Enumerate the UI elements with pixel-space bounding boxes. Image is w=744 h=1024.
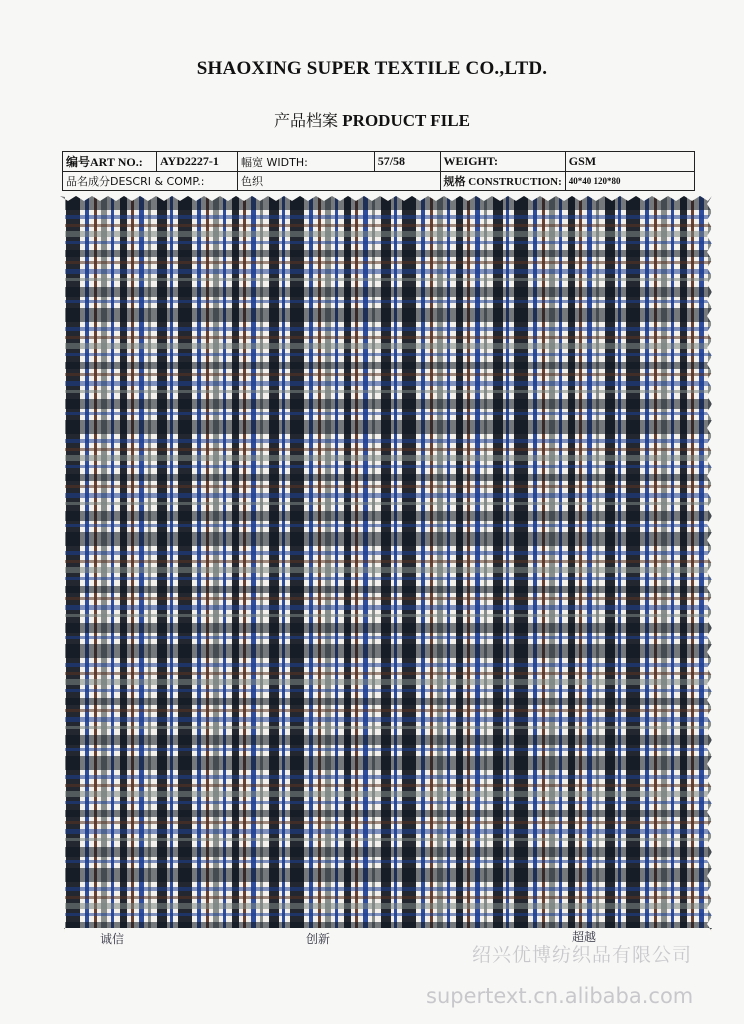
title-chinese: 产品档案 [274,111,339,130]
weft-stripe [60,821,712,824]
weft-stripe [60,300,712,303]
width-label: 幅宽 WIDTH: [238,152,375,172]
weft-stripe [60,511,712,521]
weft-stripe [60,448,712,451]
weft-stripe [60,775,712,779]
weft-stripe [60,887,712,891]
weft-stripe [60,860,712,863]
weft-stripe [60,717,712,722]
fabric-swatch [60,196,712,933]
weft-stripe [60,829,712,834]
weft-stripe [60,215,712,219]
descri-label: 品名成分DESCRI & COMP.: [63,172,238,191]
weft-stripe [60,784,712,787]
weft-stripe [60,343,712,349]
spec-row-2 [63,172,695,191]
width-value: 57/58 [374,152,440,172]
weft-stripe [60,474,712,481]
weft-stripe [60,791,712,797]
weft-stripe [60,597,712,600]
weft-stripe [60,689,712,692]
construction-label: 规格 CONSTRUCTION: [440,172,565,191]
weft-stripe [60,241,712,244]
plaid-fabric-image [60,196,712,933]
weft-stripe [60,896,712,899]
weft-stripe [60,726,712,729]
weft-stripe [60,698,712,705]
weight-value: GSM [565,152,694,172]
watermark-company: 绍兴优博纺织品有限公司 [472,944,693,966]
handwritten-note-left: 诚信 [100,932,125,946]
weft-stripe [60,373,712,376]
spec-row-1 [63,152,695,172]
weft-stripe [60,231,712,237]
weft-stripe [60,532,712,546]
weft-stripe [60,336,712,339]
weft-stripe [60,399,712,409]
weft-stripe [60,810,712,817]
weft-stripe [60,224,712,227]
weft-stripe [60,801,712,804]
art-no-value: AYD2227-1 [156,152,237,172]
weft-stripe [60,748,712,751]
weft-stripe [60,644,712,658]
art-no-label: 编号ART NO.: [63,152,157,172]
weft-stripe [60,278,712,281]
construction-value: 40*40 120*80 [565,172,694,191]
weft-stripe [60,847,712,857]
weft-stripe [60,735,712,745]
weft-stripe [60,269,712,274]
weft-stripe [60,586,712,593]
weft-stripe [60,605,712,610]
weft-stripe [60,465,712,468]
weft-stripe [60,439,712,443]
weft-stripe [60,381,712,386]
weft-stripe [60,485,712,488]
watermark-url: supertext.cn.alibaba.com [426,984,694,1008]
weft-stripe [60,412,712,415]
handwritten-note-right: 超越 [572,930,597,944]
weft-stripe [60,560,712,563]
weft-stripe [60,623,712,633]
weft-stripe [60,567,712,573]
document-title [0,108,744,131]
weft-stripe [60,455,712,461]
weft-stripe [60,390,712,393]
weft-stripe [60,679,712,685]
spec-table [62,151,695,191]
weft-stripe [60,493,712,498]
weft-stripe [60,287,712,297]
weft-stripe [60,308,712,322]
weft-stripe [60,196,712,210]
weft-stripe [60,420,712,434]
weft-stripe [60,672,712,675]
weft-stripe [60,838,712,841]
weft-stripe [60,922,712,929]
weft-stripe [60,524,712,527]
handwritten-note-middle: 创新 [306,932,331,946]
weft-stripe [60,614,712,617]
weft-stripe [60,903,712,909]
weft-stripe [60,577,712,580]
weft-stripe [60,756,712,770]
weft-stripe [60,502,712,505]
weft-stripe [60,250,712,257]
weft-stripe [60,636,712,639]
weft-stripe [60,261,712,264]
weft-stripe [60,913,712,916]
weft-stripe [60,551,712,555]
weft-stripe [60,663,712,667]
weft-stripe [60,362,712,369]
company-name: SHAOXING SUPER TEXTILE CO.,LTD. [196,58,548,79]
weft-stripe [60,709,712,712]
weft-stripe [60,353,712,356]
weft-stripe [60,868,712,882]
descri-value: 色织 [238,172,441,191]
weft-stripe [60,327,712,331]
weight-label: WEIGHT: [440,152,565,172]
title-english: PRODUCT FILE [342,111,470,130]
